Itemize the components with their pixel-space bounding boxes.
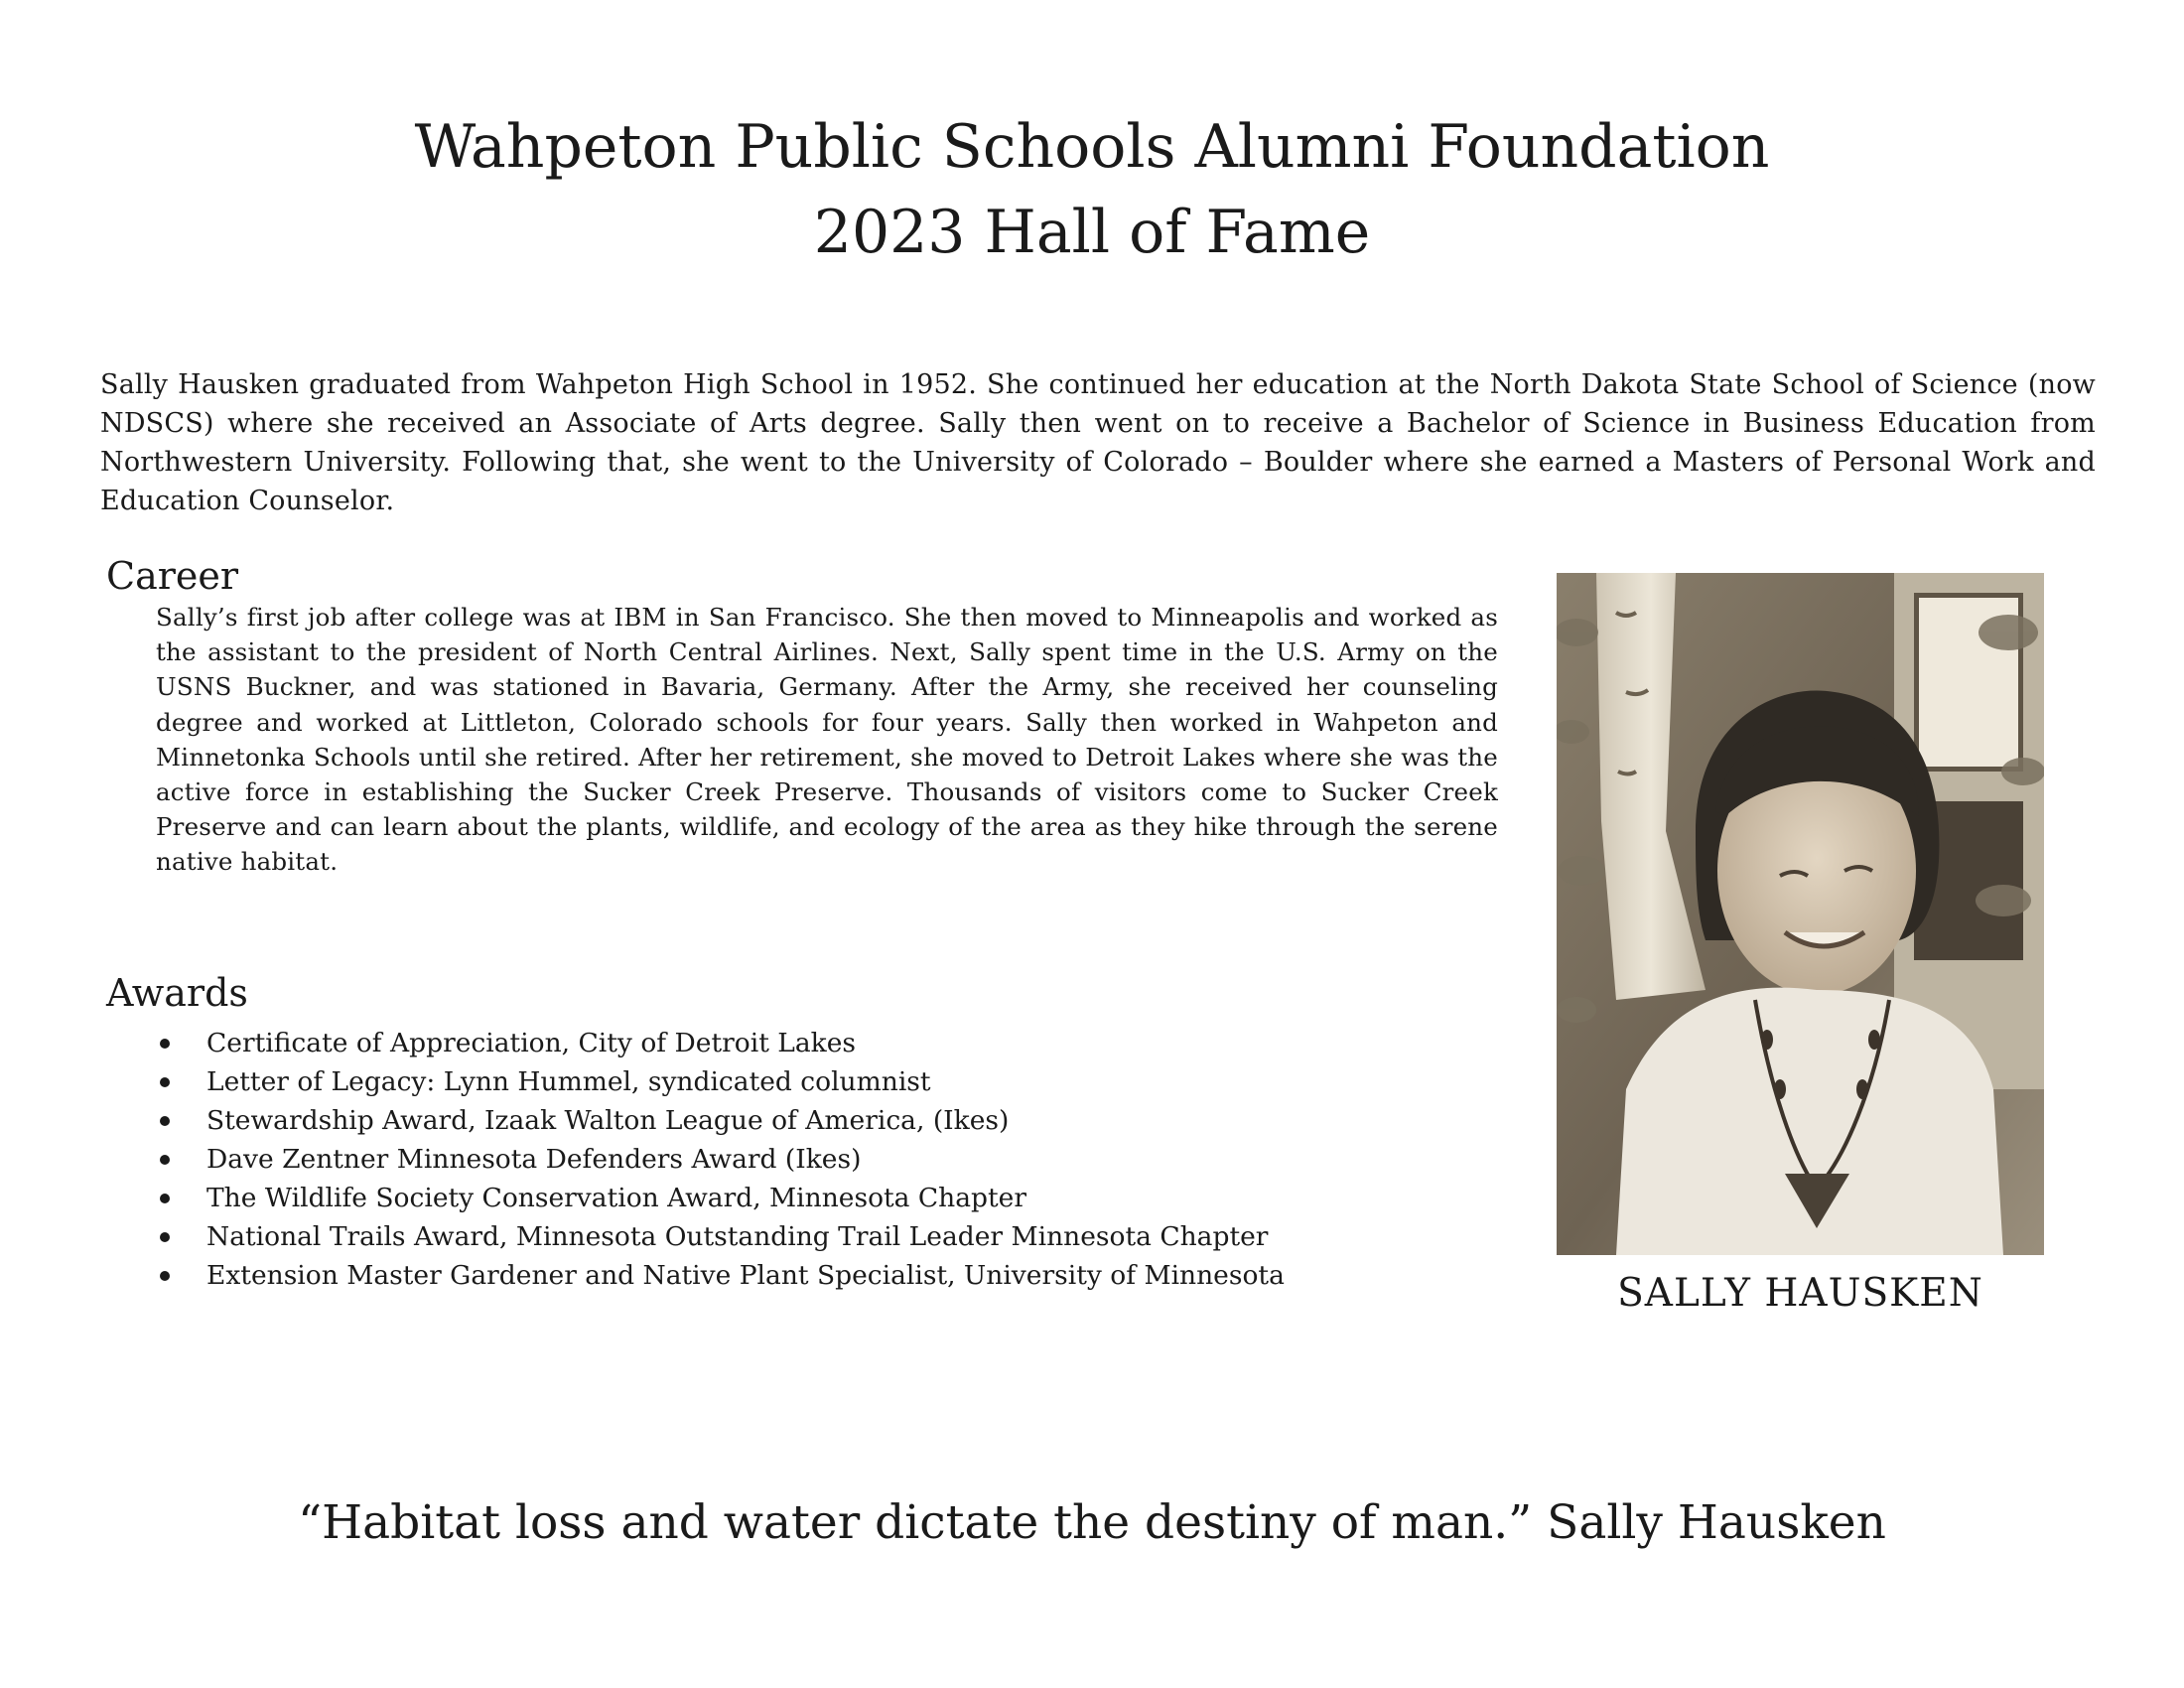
portrait-illustration — [1557, 573, 2044, 1255]
awards-list — [156, 1024, 1446, 1295]
award-text: Certificate of Appreciation, City of Detroit Lakes — [206, 1028, 856, 1058]
award-item — [156, 1140, 1446, 1179]
award-item — [156, 1179, 1446, 1217]
award-text: Stewardship Award, Izaak Walton League of America, (Ikes) — [206, 1105, 1010, 1136]
bullet-icon — [160, 1116, 170, 1126]
award-text: The Wildlife Society Conservation Award, Minnesota Chapter — [206, 1183, 1027, 1213]
page-title — [0, 104, 2184, 275]
award-text: Letter of Legacy: Lynn Hummel, syndicated columnist — [206, 1066, 931, 1097]
bullet-icon — [160, 1232, 170, 1242]
title-line-2: 2023 Hall of Fame — [813, 198, 1371, 267]
bullet-icon — [160, 1039, 170, 1049]
portrait-photo — [1557, 573, 2044, 1255]
bullet-icon — [160, 1194, 170, 1203]
award-item — [156, 1024, 1446, 1062]
award-item — [156, 1217, 1446, 1256]
career-paragraph: Sally’s first job after college was at IBM in San Francisco. She then moved to Minneapolis and worked as the assistant to the president of North Central Airlines. Next, Sally spent time in the U.S. Army on the USNS Buckner, and was stationed in Bavaria, Germany. After the Army, she received her counseling degree and worked at Littleton, Colorado schools for four years. Sally then worked in Wahpeton and Minnetonka Schools until she retired. After her retirement, she moved to Detroit Lakes where she was the active force in establishing the Sucker Creek Preserve. Thousands of visitors come to Sucker Creek Preserve and can learn about the plants, wildlife, and ecology of the area as they hike through the serene native habitat. — [156, 603, 1498, 877]
award-text: National Trails Award, Minnesota Outstanding Trail Leader Minnesota Chapter — [206, 1221, 1269, 1252]
award-item — [156, 1256, 1446, 1295]
award-text: Extension Master Gardener and Native Plant Specialist, University of Minnesota — [206, 1260, 1285, 1291]
awards-heading: Awards — [106, 971, 248, 1015]
bullet-icon — [160, 1155, 170, 1165]
title-line-1: Wahpeton Public Schools Alumni Foundation — [414, 112, 1770, 182]
intro-paragraph: Sally Hausken graduated from Wahpeton High School in 1952. She continued her education at the North Dakota State School of Science (now NDSCS) where she received an Associate of Arts degree. Sally then went on to receive a Bachelor of Science in Business Education from Northwestern University. Following that, she went to the University of Colorado – Boulder where she earned a Masters of Personal Work and Education Counselor. — [100, 369, 2096, 516]
bullet-icon — [160, 1077, 170, 1087]
bullet-icon — [160, 1271, 170, 1281]
award-item — [156, 1062, 1446, 1101]
career-heading: Career — [106, 554, 239, 598]
quote: “Habitat loss and water dictate the destiny of man.” Sally Hausken — [298, 1495, 1886, 1550]
photo-caption: SALLY HAUSKEN — [1617, 1271, 1983, 1316]
award-text: Dave Zentner Minnesota Defenders Award (Ikes) — [206, 1144, 862, 1175]
award-item — [156, 1101, 1446, 1140]
